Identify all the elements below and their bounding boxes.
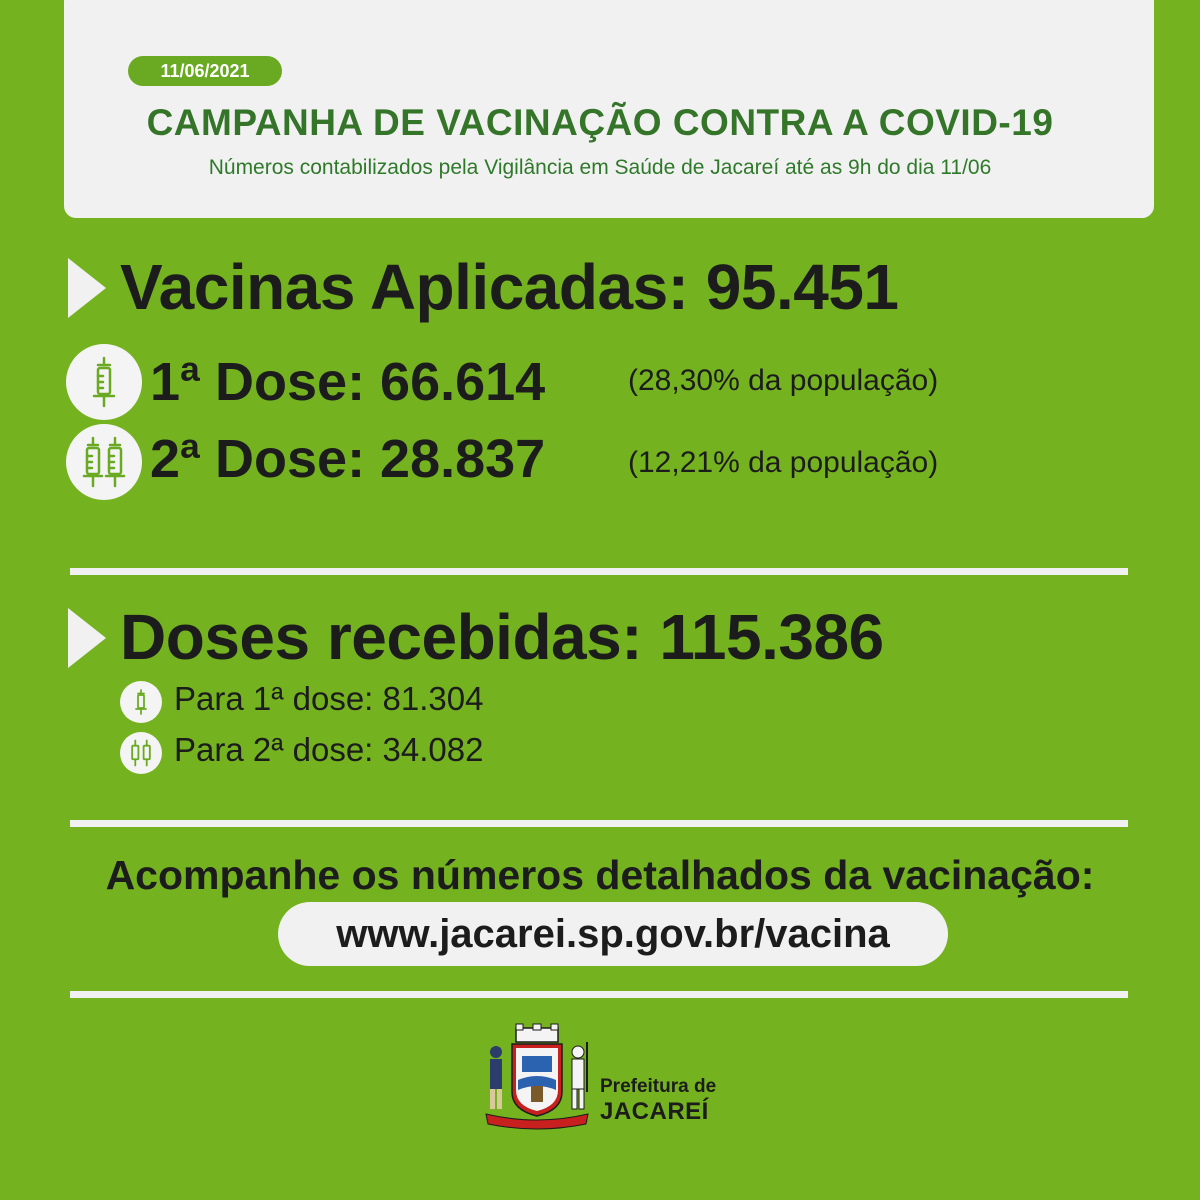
syringe-icon: [120, 681, 162, 723]
dose2-percentage: (12,21% da população): [628, 446, 939, 479]
para-1a-dose: Para 1ª dose: 81.304: [174, 680, 484, 717]
city-crest-logo: [478, 1022, 596, 1132]
vacina-url-link[interactable]: www.jacarei.sp.gov.br/vacina: [278, 902, 948, 966]
city-name: JACAREÍ: [600, 1098, 709, 1125]
divider: [70, 568, 1128, 575]
arrow-right-icon: [68, 258, 106, 318]
double-syringe-icon: [66, 424, 142, 500]
cta-text: Acompanhe os números detalhados da vacinação:: [105, 852, 1095, 898]
dose1-percentage: (28,30% da população): [628, 364, 939, 397]
dose1-count: 1ª Dose: 66.614: [150, 352, 546, 412]
date-badge: 11/06/2021: [128, 56, 282, 86]
divider: [70, 820, 1128, 827]
campaign-title: CAMPANHA DE VACINAÇÃO CONTRA A COVID-19: [146, 102, 1054, 143]
dose2-count: 2ª Dose: 28.837: [150, 429, 546, 489]
arrow-right-icon: [68, 608, 106, 668]
syringe-icon: [66, 344, 142, 420]
vacinas-aplicadas-heading: Vacinas Aplicadas: 95.451: [120, 251, 899, 323]
divider: [70, 991, 1128, 998]
prefeitura-label: Prefeitura de: [600, 1076, 717, 1097]
campaign-subtitle: Números contabilizados pela Vigilância em Saúde de Jacareí até as 9h do dia 11/06: [208, 156, 992, 179]
double-syringe-icon: [120, 732, 162, 774]
para-2a-dose: Para 2ª dose: 34.082: [174, 731, 484, 768]
doses-recebidas-heading: Doses recebidas: 115.386: [120, 601, 884, 673]
